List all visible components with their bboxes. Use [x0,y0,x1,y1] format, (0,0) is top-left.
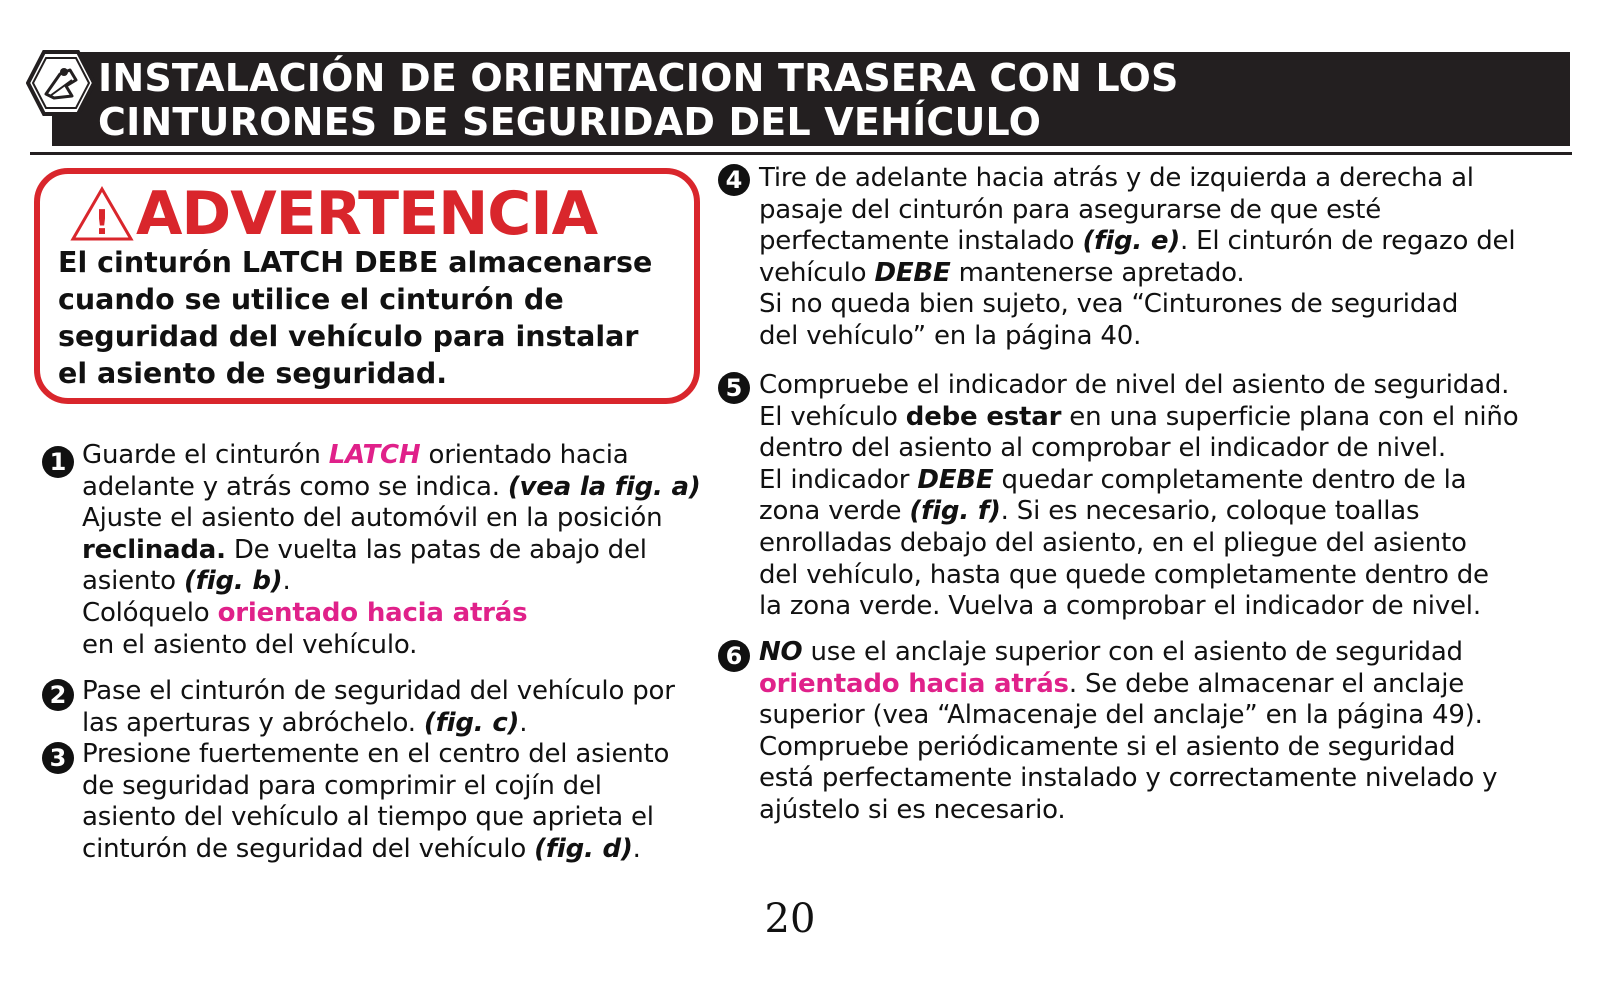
page-number: 20 [764,896,816,942]
step-4-number: 4 [718,164,750,196]
step-6: NO use el anclaje superior con el asiento de seguridad orientado hacia atrás. Se debe almacenar el anclaje superior (vea “Almacenaje del anclaje” en la página 49). Compruebe periódicamente si el asiento de seguridad está perfectamente instalado y correctamente nivelado y ajústelo si es necesario. [759,637,1498,825]
title-line-1: INSTALACIÓN DE ORIENTACION TRASERA CON LOS [98,56,1179,100]
step-3: Presione fuertemente en el centro del asiento de seguridad para comprimir el cojín del asiento del vehículo al tiempo que aprieta el cinturón de seguridad del vehículo (fig. d). [82,739,670,864]
step-1-number: 1 [42,446,74,478]
warning-heading [70,178,597,250]
warning-line: el asiento de seguridad. [58,357,448,390]
step-3-number: 3 [42,742,74,774]
page-title [98,56,1558,144]
header-divider [30,152,1572,155]
step-6-number: 6 [718,640,750,672]
warning-line: seguridad del vehículo para instalar [58,320,639,353]
child-seat-icon [26,50,96,116]
step-1: Guarde el cinturón LATCH orientado hacia adelante y atrás como se indica. (vea la fig. a) Ajuste el asiento del automóvil en la posición reclinada. De vuelta las patas de abajo del asiento (fig. b). Colóquelo orientado hacia atrás en el asiento del vehículo. [82,440,701,660]
warning-triangle-icon [70,185,134,243]
warning-line: El cinturón LATCH DEBE almacenarse [58,246,653,279]
step-5-number: 5 [718,372,750,404]
warning-symbol: ! [94,203,110,243]
title-line-2: CINTURONES DE SEGURIDAD DEL VEHÍCULO [98,100,1042,144]
step-4: Tire de adelante hacia atrás y de izquierda a derecha al pasaje del cinturón para asegurarse de que esté perfectamente instalado (fig. e). El cinturón de regazo del vehículo DEBE mantenerse apretado. Si no queda bien sujeto, vea “Cinturones de seguridad del vehículo” en la página 40. [759,163,1516,351]
step-5: Compruebe el indicador de nivel del asiento de seguridad. El vehículo debe estar en una superficie plana con el niño dentro del asiento al comprobar el indicador de nivel. El indicador DEBE quedar completamente dentro de la zona verde (fig. f). Si es necesario, coloque toallas enrolladas debajo del asiento, en el pliegue del asiento del vehículo, hasta que quede completamente dentro de la zona verde. Vuelva a comprobar el indicador de nivel. [759,370,1519,622]
warning-message [58,244,698,392]
step-2: Pase el cinturón de seguridad del vehículo por las aperturas y abróchelo. (fig. c). [82,676,675,738]
warning-line: cuando se utilice el cinturón de [58,283,564,316]
warning-title: ADVERTENCIA [136,179,598,249]
step-2-number: 2 [42,679,74,711]
